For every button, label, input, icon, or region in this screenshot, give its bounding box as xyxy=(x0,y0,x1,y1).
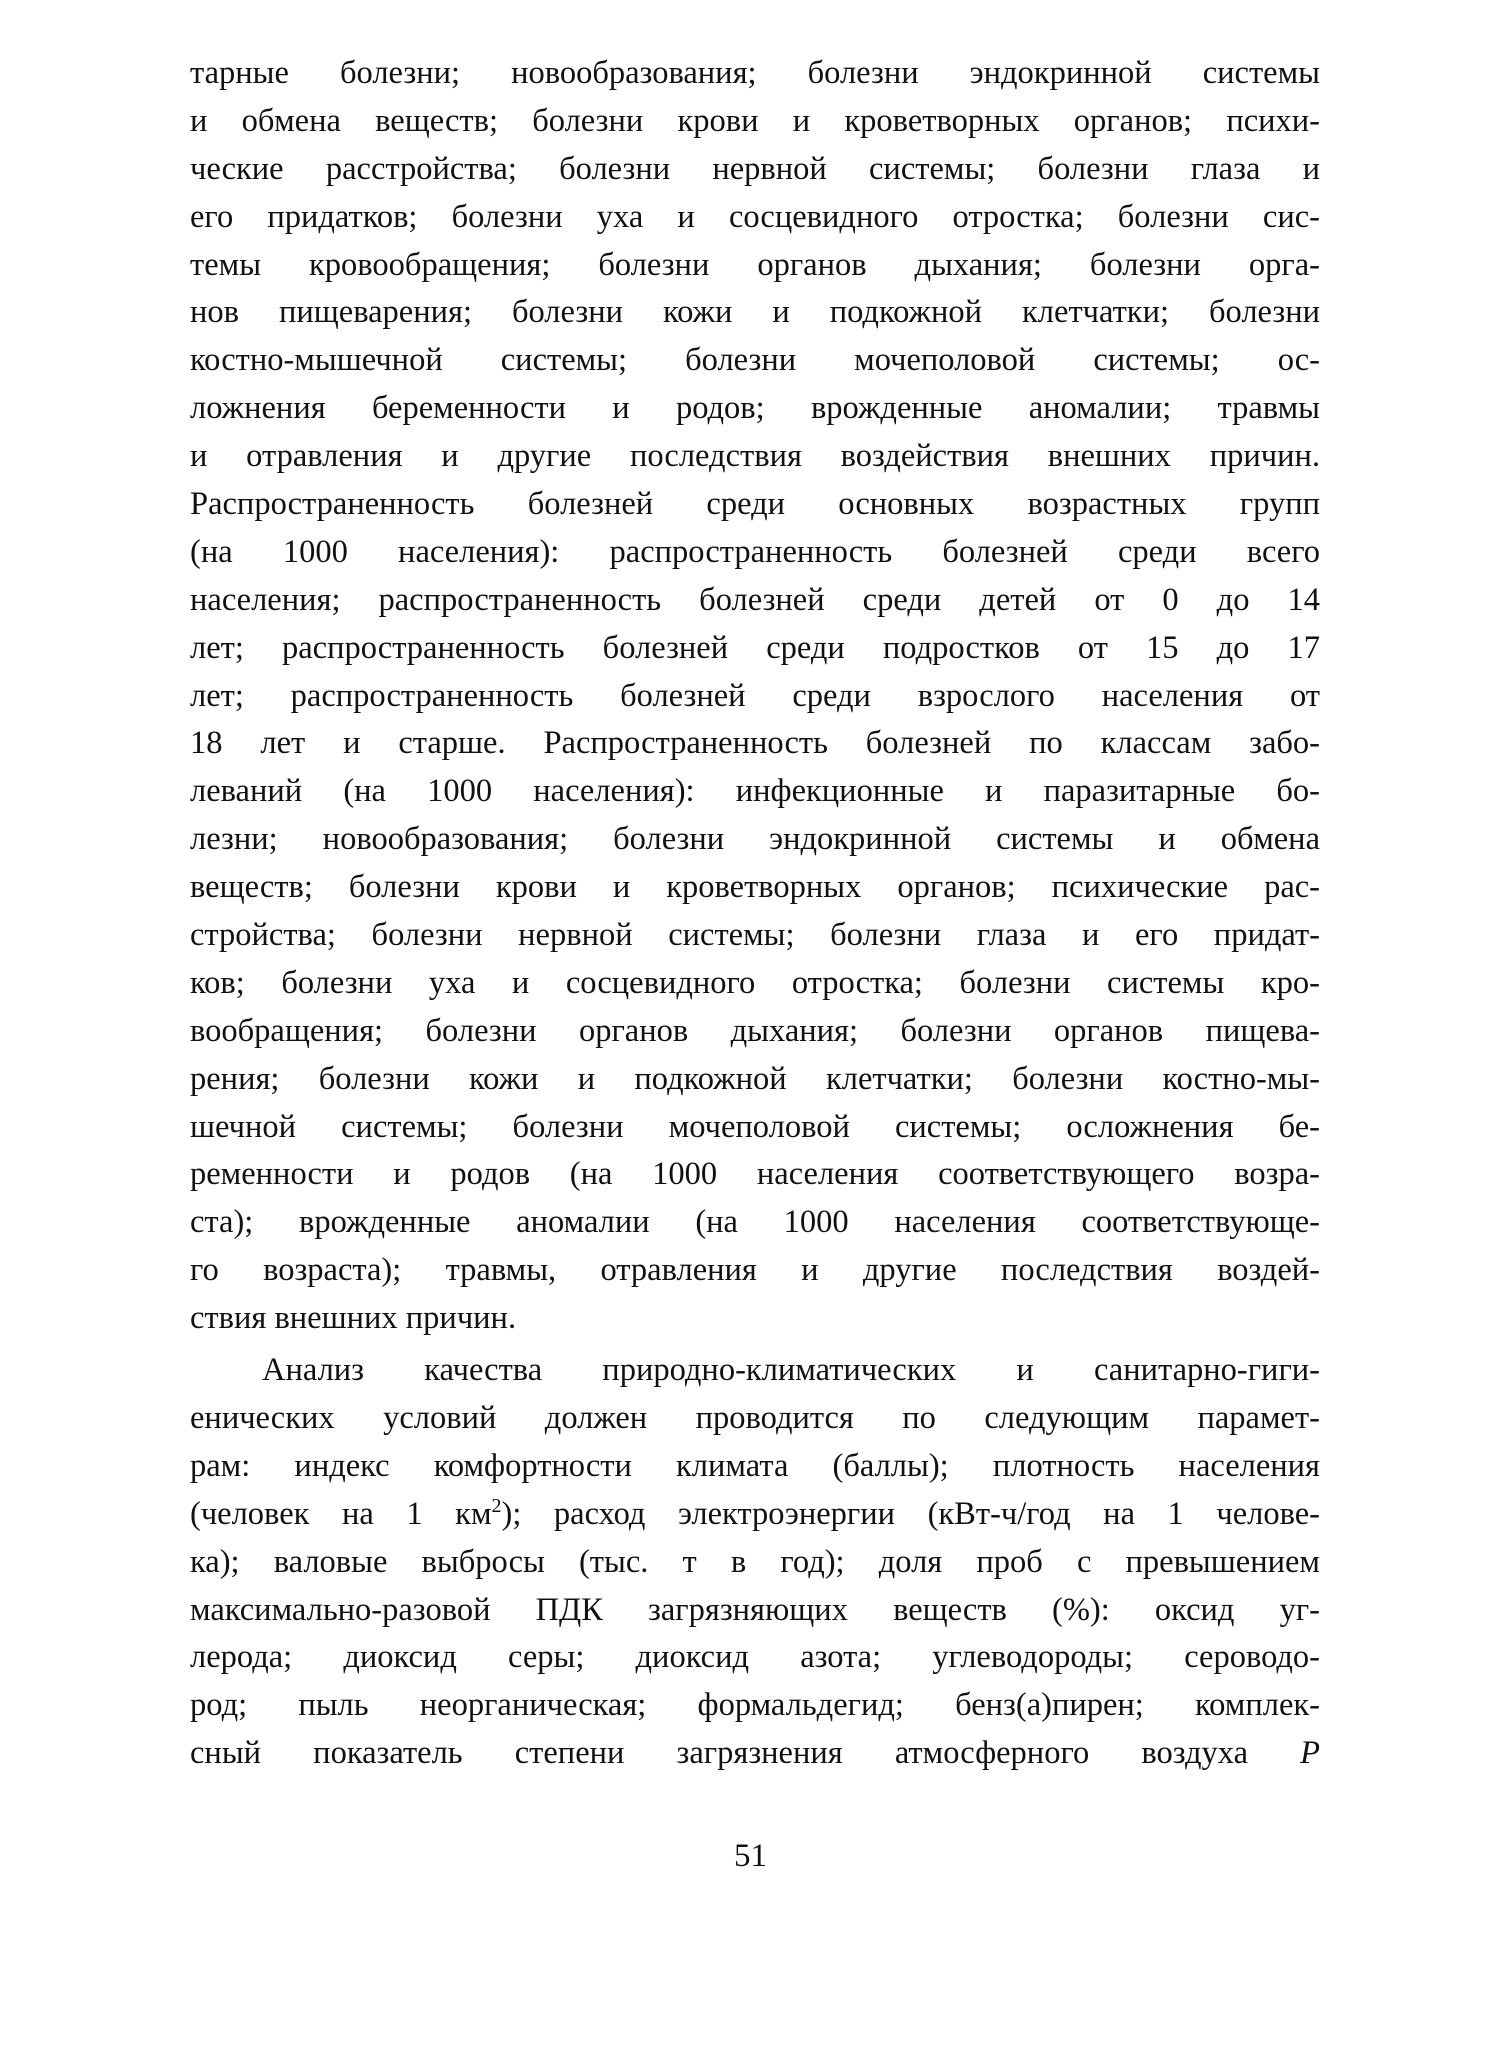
text-line: род; пыль неорганическая; формальдегид; бенз(а)пирен; комплек- xyxy=(190,1687,1320,1724)
text-line: лет; распространенность болезней среди подростков от 15 до 17 xyxy=(190,629,1320,666)
text-line: стройства; болезни нервной системы; болезни глаза и его придат- xyxy=(190,917,1320,954)
text-line: леваний (на 1000 населения): инфекционные и паразитарные бо- xyxy=(190,773,1320,810)
text-line: населения; распространенность болезней среди детей от 0 до 14 xyxy=(190,581,1320,618)
text-line: рения; болезни кожи и подкожной клетчатки; болезни костно-мы- xyxy=(190,1060,1320,1097)
text-line: лет; распространенность болезней среди взрослого населения от xyxy=(190,677,1320,714)
text-line: костно-мышечной системы; болезни мочеполовой системы; ос- xyxy=(190,342,1320,379)
text-line: ка); валовые выбросы (тыс. т в год); доля проб с превышением xyxy=(190,1543,1320,1580)
text-line: максимально-разовой ПДК загрязняющих веществ (%): оксид уг- xyxy=(190,1591,1320,1628)
body-text xyxy=(190,50,1320,1778)
paragraph-last-line: ствия внешних причин. xyxy=(190,1300,517,1337)
text-line: ческие расстройства; болезни нервной системы; болезни глаза и xyxy=(190,150,1320,187)
text-line: го возраста); травмы, отравления и другие последствия воздей- xyxy=(190,1252,1320,1289)
text-line: и отравления и другие последствия воздействия внешних причин. xyxy=(190,438,1320,475)
paragraph-first-line: Анализ качества природно-климатических и санитарно-гиги- xyxy=(262,1352,1320,1389)
text-line: ложнения беременности и родов; врожденные аномалии; травмы xyxy=(190,390,1320,427)
text-line: ста); врожденные аномалии (на 1000 населения соответствующе- xyxy=(190,1204,1320,1241)
italic-symbol: P xyxy=(1300,1735,1320,1772)
text-line: веществ; болезни крови и кроветворных органов; психические рас- xyxy=(190,869,1320,906)
text-line-with-superscript xyxy=(190,1491,1320,1539)
text-line-with-italic xyxy=(190,1730,1320,1778)
text-line: лезни; новообразования; болезни эндокринной системы и обмена xyxy=(190,821,1320,858)
text-fragment: сный показатель степени загрязнения атмосферного воздуха xyxy=(190,1735,1249,1772)
text-line: рам: индекс комфортности климата (баллы); плотность населения xyxy=(190,1447,1320,1484)
text-line: 18 лет и старше. Распространенность болезней по классам забо- xyxy=(190,725,1320,762)
text-line: Распространенность болезней среди основных возрастных групп xyxy=(190,486,1320,523)
text-line: лерода; диоксид серы; диоксид азота; углеводороды; сероводо- xyxy=(190,1639,1320,1676)
text-fragment: ); расход электроэнергии (кВт-ч/год на 1 челове- xyxy=(501,1495,1321,1532)
text-line: ков; болезни уха и сосцевидного отростка; болезни системы кро- xyxy=(190,964,1320,1001)
text-fragment: (человек на 1 км xyxy=(190,1495,492,1532)
text-line: вообращения; болезни органов дыхания; болезни органов пищева- xyxy=(190,1012,1320,1049)
text-line: нов пищеварения; болезни кожи и подкожной клетчатки; болезни xyxy=(190,294,1320,331)
text-line: тарные болезни; новообразования; болезни эндокринной системы xyxy=(190,55,1320,91)
text-line: шечной системы; болезни мочеполовой системы; осложнения бе- xyxy=(190,1108,1320,1145)
text-line: темы кровообращения; болезни органов дыхания; болезни орга- xyxy=(190,246,1320,283)
page-number: 51 xyxy=(734,1838,767,1874)
text-line: его придатков; болезни уха и сосцевидного отростка; болезни сис- xyxy=(190,198,1320,235)
text-line: ременности и родов (на 1000 населения соответствующего возра- xyxy=(190,1156,1320,1193)
text-line: и обмена веществ; болезни крови и кроветворных органов; психи- xyxy=(190,102,1320,139)
text-line: енических условий должен проводится по следующим парамет- xyxy=(190,1399,1320,1436)
text-line: (на 1000 населения): распространенность болезней среди всего xyxy=(190,533,1320,570)
superscript: 2 xyxy=(491,1494,502,1517)
